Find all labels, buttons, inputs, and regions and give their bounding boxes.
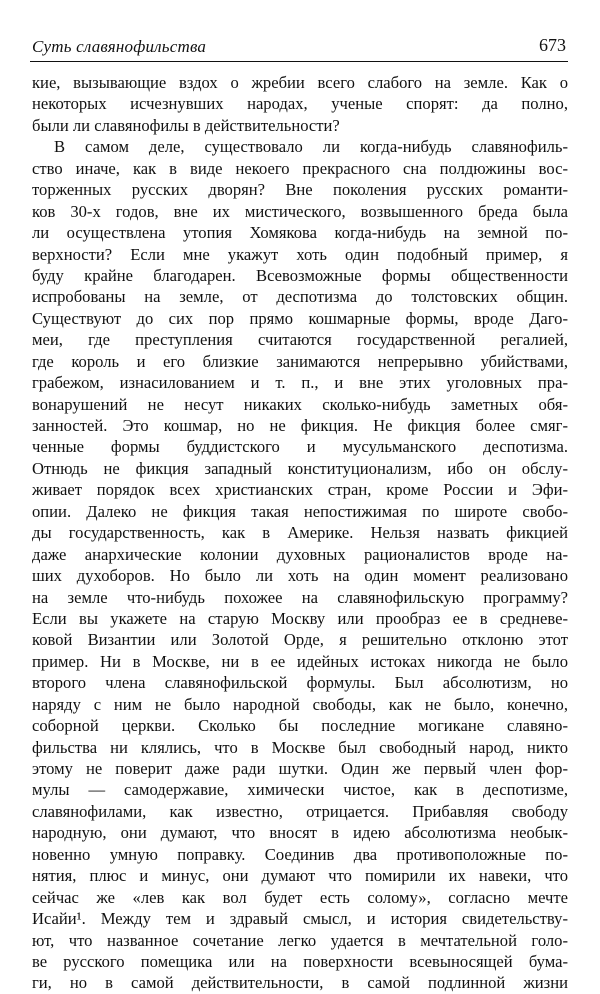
text-line: грабежом, изнасилованием и т. п., и вне этих уголовных пра- [32, 373, 568, 393]
text-line: Если вы укажете на старую Москву или прообраз ее в средневе- [32, 608, 568, 628]
text-line: были ли славянофилы в действительности? [32, 115, 340, 135]
text-line: ли осуществлена утопия Хомякова когда-нибудь на земной по- [32, 223, 568, 243]
text-line: славянофилами, как известно, отрицается. Прибавляя свободу [32, 801, 568, 821]
text-line: ды государственность, как в Америке. Нельзя назвать фикцией [32, 523, 568, 543]
text-line: испробованы на земле, от деспотизма до толстовских общин. [32, 287, 568, 307]
body-text [32, 72, 568, 994]
text-line: мулы — самодержавие, химически чистое, как в деспотизме, [32, 780, 568, 800]
text-line: сейчас же «лев как вол будет есть солому», согласно мечте [32, 887, 568, 907]
text-line: ших духоборов. Но было ли хоть на один момент реализовано [32, 566, 568, 586]
running-head [30, 35, 570, 59]
text-line: верхности? Если мне укажут хоть один подобный пример, я [32, 244, 568, 264]
text-line: опии. Далеко не фикция такая непостижимая по широте свобо- [32, 501, 568, 521]
text-line: нятия, плюс и минус, они думают что помирили их навеки, что [32, 866, 568, 886]
text-line: Отнюдь не фикция западный конституционализм, ибо он обслу- [32, 458, 568, 478]
text-line: Исайи¹. Между тем и здравый смысл, и история свидетельству- [32, 909, 568, 929]
text-line: ют, что названное сочетание легко удается в мечтательной голо- [32, 930, 568, 950]
text-line: ги, но в самой действительности, в самой подлинной жизни [32, 973, 568, 993]
text-line: наряду с ним не было народной свободы, как не было, конечно, [32, 694, 568, 714]
text-line: ство иначе, как в виде некоего прекрасного сна полдюжины вос- [32, 158, 568, 178]
text-line: народную, они думают, что вносят в идею абсолютизма необык- [32, 823, 568, 843]
text-line: этому не поверит даже ради шутки. Один же первый член фор- [32, 759, 568, 778]
text-line: даже анархические колонии духовных рационалистов вроде на- [32, 544, 568, 564]
running-title: Суть славянофильства [32, 37, 207, 56]
text-line: фильства ни клялись, что в Москве был свободный народ, никто [32, 737, 568, 757]
text-line: буду крайне благодарен. Всевозможные формы общественности [32, 265, 568, 285]
text-line: кие, вызывающие вздох о жребии всего слабого на земле. Как о [32, 73, 568, 92]
text-line: соборной церкви. Сколько бы последние могикане славяно- [32, 716, 568, 736]
text-line: новенно умную поправку. Соединив два противоположные по- [32, 844, 568, 864]
text-line: Существуют до сих пор прямо кошмарные формы, вроде Даго- [32, 308, 568, 328]
text-line: на земле что-нибудь похожее на славянофильскую программу? [32, 587, 568, 607]
text-line: ковой Византии или Золотой Орде, я решительно отклоню этот [32, 630, 568, 650]
text-line: торженных русских дворян? Вне поколения русских романти- [32, 180, 568, 200]
text-line: где король и его близкие занимаются непрерывно убийствами, [32, 351, 568, 371]
text-line: занностей. Это кошмар, но не фикция. Не фикция более смяг- [32, 416, 568, 435]
text-line: ченные формы буддистского и мусульманского деспотизма. [32, 437, 568, 457]
page-number: 673 [539, 35, 566, 55]
text-line: меи, где преступления считаются государственной регалией, [32, 330, 568, 350]
text-line: живает порядок всех христианских стран, кроме России и Эфи- [32, 480, 568, 500]
text-line: вонарушений не несут никаких сколько-нибудь заметных обя- [32, 394, 568, 414]
text-line: некоторых исчезнувших народах, ученые спорят: да полно, [32, 94, 568, 114]
text-line: пример. Ни в Москве, ни в ее идейных истоках никогда не было [32, 651, 568, 671]
paragraph-start-line: В самом деле, существовало ли когда-нибудь славянофиль- [54, 137, 568, 157]
text-line: второго члена славянофильской формулы. Был абсолютизм, но [32, 673, 568, 693]
header-rule [30, 61, 568, 62]
text-line: ков 30-х годов, вне их мистического, возвышенного бреда была [32, 201, 568, 221]
text-line: ве русского помещика или на поверхности всевыносящей бума- [32, 951, 568, 971]
